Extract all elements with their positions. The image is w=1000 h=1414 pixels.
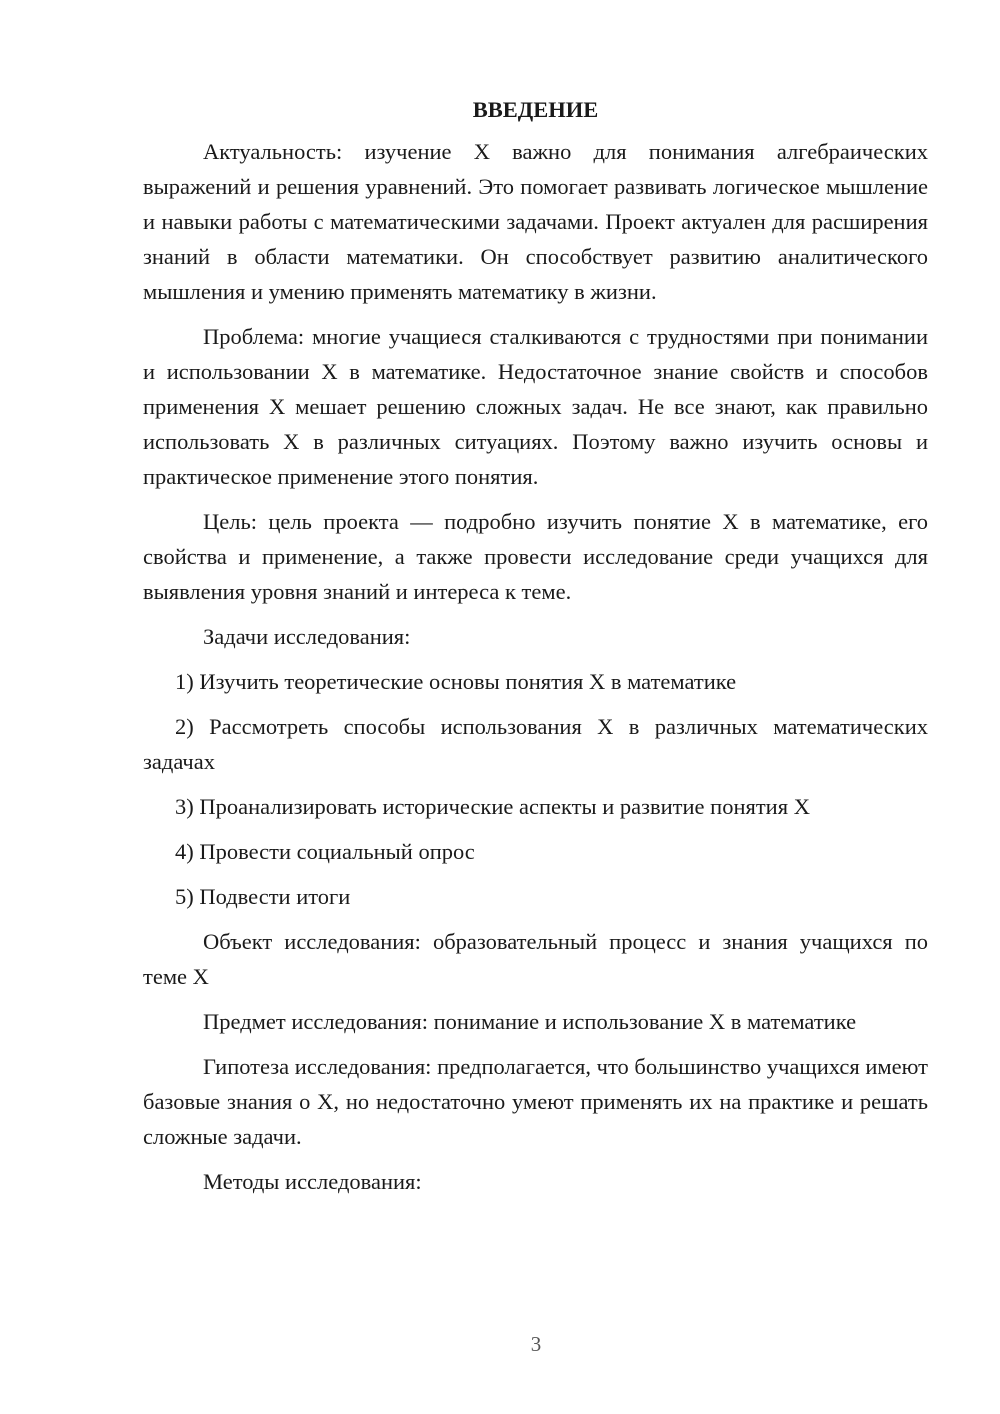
- goal-paragraph: Цель: цель проекта — подробно изучить понятие X в математике, его свойства и применение, а также провести исследование среди учащихся для выявления уровня знаний и интереса к теме.: [143, 509, 928, 604]
- document-page: [143, 92, 928, 1209]
- section-title: ВВЕДЕНИЕ: [472, 97, 599, 122]
- relevance-paragraph: Актуальность: изучение X важно для понимания алгебраических выражений и решения уравнений. Это помогает развивать логическое мышление и навыки работы с математическими задачами. Проект актуален для расширения знаний в области математики. Он способствует развитию аналитического мышления и умению применять математику в жизни.: [143, 139, 928, 304]
- task-item-2: 2) Рассмотреть способы использования X в различных математических задачах: [143, 714, 928, 774]
- task-item-3: 3) Проанализировать исторические аспекты и развитие понятия X: [175, 794, 810, 819]
- hypothesis-paragraph: Гипотеза исследования: предполагается, что большинство учащихся имеют базовые знания о X, но недостаточно умеют применять их на практике и решать сложные задачи.: [143, 1054, 928, 1149]
- methods-heading: Методы исследования:: [203, 1169, 422, 1194]
- task-item-1: 1) Изучить теоретические основы понятия X в математике: [175, 669, 737, 694]
- task-item-5: 5) Подвести итоги: [175, 884, 351, 909]
- subject-paragraph: Предмет исследования: понимание и использование X в математике: [203, 1009, 857, 1034]
- tasks-heading: Задачи исследования:: [203, 624, 411, 649]
- task-item-4: 4) Провести социальный опрос: [175, 839, 475, 864]
- page-number: 3: [530, 1332, 542, 1356]
- tasks-list: [143, 664, 928, 914]
- object-paragraph: Объект исследования: образовательный процесс и знания учащихся по теме X: [143, 929, 928, 989]
- problem-paragraph: Проблема: многие учащиеся сталкиваются с трудностями при понимании и использовании X в математике. Недостаточное знание свойств и способов применения X мешает решению сложных задач. Не все знают, как правильно использовать X в различных ситуациях. Поэтому важно изучить основы и практическое применение этого понятия.: [143, 324, 928, 489]
